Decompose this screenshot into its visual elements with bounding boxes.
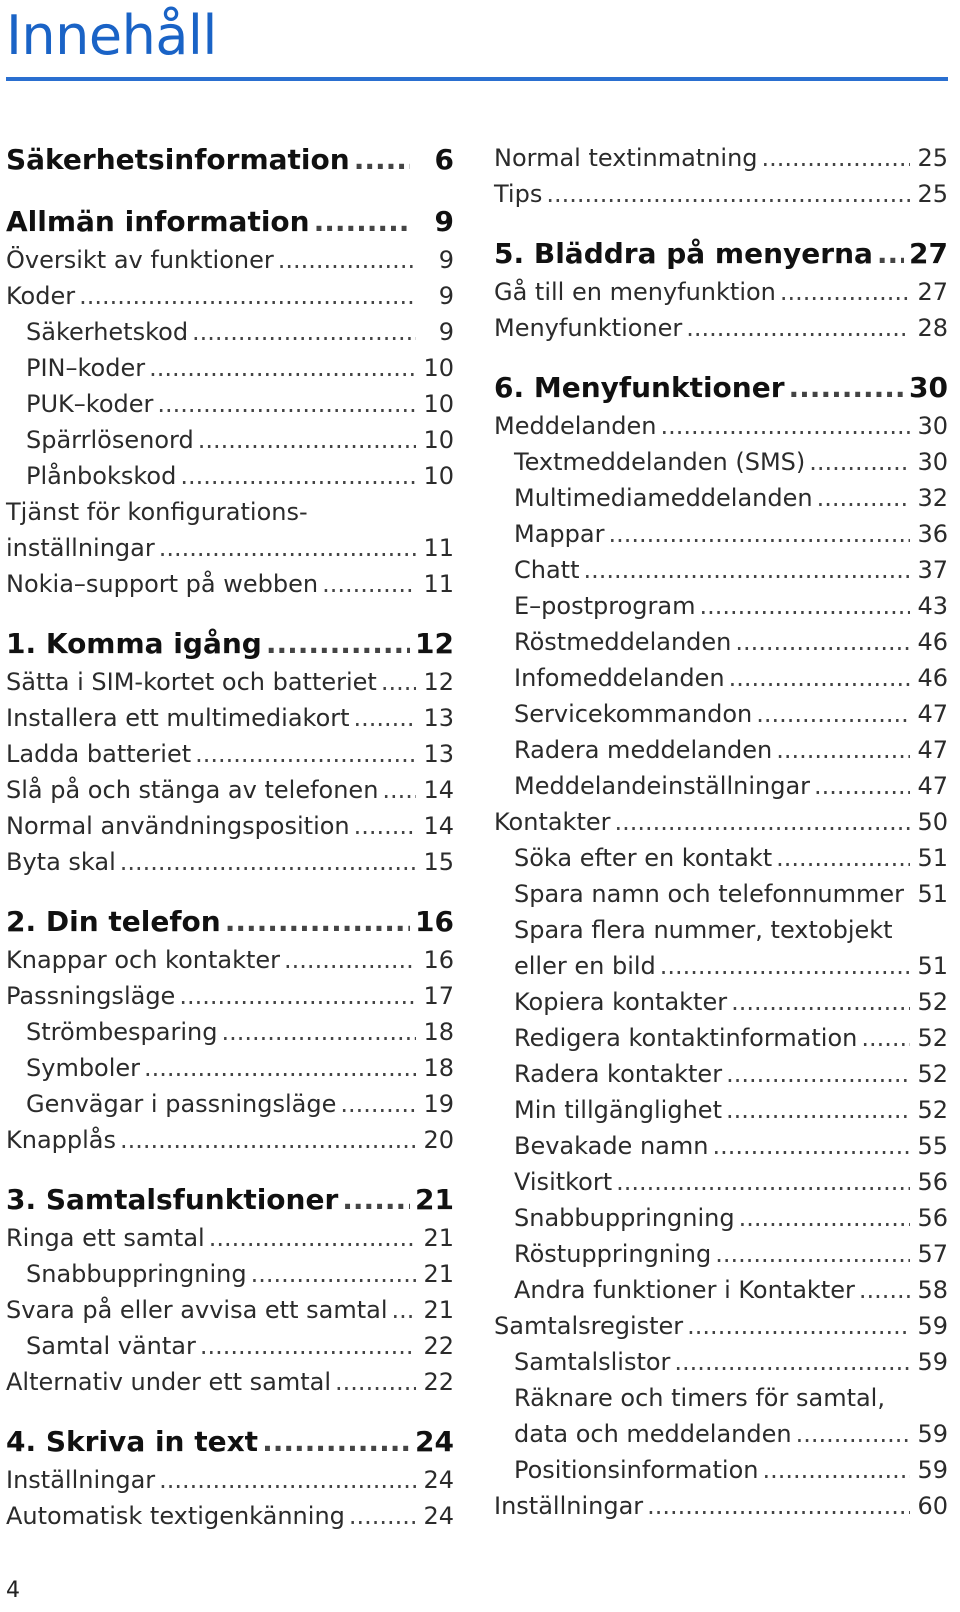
toc-entry-label: Säkerhetskod <box>26 318 189 346</box>
toc-entry-label: Textmeddelanden (SMS) <box>514 448 806 476</box>
toc-page-number: 36 <box>917 520 948 548</box>
toc-page-number: 15 <box>423 848 454 876</box>
dot-leader <box>687 1308 910 1344</box>
toc-entry-label: Snabbuppringning <box>26 1260 247 1288</box>
toc-page-number: 32 <box>917 484 948 512</box>
toc-entry-label: Röstmeddelanden <box>514 628 732 656</box>
dot-leader <box>349 1498 416 1534</box>
toc-entry[interactable] <box>494 876 948 912</box>
toc-entry[interactable] <box>494 660 948 696</box>
toc-page-number: 21 <box>415 1183 454 1216</box>
dot-leader <box>715 1236 910 1272</box>
toc-entry-label: Symboler <box>26 1054 141 1082</box>
dot-leader <box>381 664 416 700</box>
toc-chapter-entry[interactable] <box>6 202 454 242</box>
toc-page-number: 10 <box>423 426 454 454</box>
toc-page-number: 9 <box>438 318 454 346</box>
toc-entry[interactable] <box>494 984 948 1020</box>
toc-page-number: 11 <box>423 570 454 598</box>
dot-leader <box>661 408 910 444</box>
toc-page-number: 18 <box>423 1054 454 1082</box>
page-number: 4 <box>6 1578 20 1603</box>
toc-page-number: 59 <box>917 1348 948 1376</box>
toc-page-number: 58 <box>917 1276 948 1304</box>
toc-page-number: 20 <box>423 1126 454 1154</box>
toc-entry[interactable] <box>494 552 948 588</box>
toc-entry[interactable] <box>494 444 948 480</box>
toc-page-number: 12 <box>423 668 454 696</box>
toc-entry[interactable] <box>6 736 454 772</box>
toc-entry[interactable] <box>494 948 948 984</box>
toc-entry[interactable] <box>494 588 948 624</box>
toc-page-number: 27 <box>917 278 948 306</box>
toc-entry[interactable] <box>6 494 454 530</box>
toc-entry[interactable] <box>6 1220 454 1256</box>
toc-entry[interactable] <box>494 1488 948 1524</box>
toc-entry-label: Slå på och stänga av telefonen <box>6 776 379 804</box>
dot-leader <box>789 368 904 408</box>
toc-page-number: 47 <box>917 772 948 800</box>
dot-leader <box>120 844 416 880</box>
dot-leader <box>342 1180 410 1220</box>
dot-leader <box>335 1364 416 1400</box>
dot-leader <box>686 310 910 346</box>
toc-entry[interactable] <box>6 314 454 350</box>
toc-page-number: 30 <box>917 412 948 440</box>
toc-entry[interactable] <box>494 768 948 804</box>
toc-entry-label: Inställningar <box>6 1466 156 1494</box>
toc-entry-label: Min tillgänglighet <box>514 1096 722 1124</box>
dot-leader <box>780 274 910 310</box>
dot-leader <box>159 530 416 566</box>
toc-entry-label: Snabbuppringning <box>514 1204 735 1232</box>
toc-entry-label: PUK–koder <box>26 390 154 418</box>
toc-page-number: 6 <box>434 143 454 176</box>
toc-entry-label: Passningsläge <box>6 982 176 1010</box>
toc-entry[interactable] <box>6 1328 454 1364</box>
toc-entry-label: Meddelandeinställningar <box>514 772 811 800</box>
toc-page-number: 47 <box>917 700 948 728</box>
dot-leader <box>616 1164 910 1200</box>
toc-entry[interactable] <box>494 274 948 310</box>
toc-page-number: 21 <box>423 1224 454 1252</box>
toc-entry[interactable] <box>6 1050 454 1086</box>
dot-leader <box>584 552 911 588</box>
toc-page-number: 16 <box>423 946 454 974</box>
toc-entry[interactable] <box>494 624 948 660</box>
toc-entry-label: inställningar <box>6 534 155 562</box>
toc-entry-label: Menyfunktioner <box>494 314 683 342</box>
toc-entry[interactable] <box>494 1344 948 1380</box>
toc-entry[interactable] <box>6 844 454 880</box>
toc-entry-label: Radera kontakter <box>514 1060 723 1088</box>
toc-entry-label: Radera meddelanden <box>514 736 773 764</box>
toc-page-number: 51 <box>917 844 948 872</box>
toc-entry[interactable] <box>6 808 454 844</box>
toc-page-number: 12 <box>415 627 454 660</box>
dot-leader <box>284 942 416 978</box>
dot-leader <box>877 234 904 274</box>
toc-page-number: 21 <box>423 1260 454 1288</box>
toc-entry[interactable] <box>494 1236 948 1272</box>
toc-entry-label: Koder <box>6 282 76 310</box>
dot-leader <box>546 176 910 212</box>
toc-entry[interactable] <box>6 1498 454 1534</box>
dot-leader <box>814 768 910 804</box>
toc-entry-label: Knappar och kontakter <box>6 946 281 974</box>
toc-page-number: 22 <box>423 1332 454 1360</box>
toc-page-number: 47 <box>917 736 948 764</box>
toc-page-number: 30 <box>917 448 948 476</box>
toc-entry[interactable] <box>494 408 948 444</box>
dot-leader <box>144 1050 416 1086</box>
toc-entry-label: Plånbokskod <box>26 462 177 490</box>
dot-leader <box>278 242 416 278</box>
dot-leader <box>225 902 410 942</box>
toc-page-number: 25 <box>917 180 948 208</box>
toc-entry-label: 6. Menyfunktioner <box>494 371 785 404</box>
toc-entry[interactable] <box>6 1364 454 1400</box>
toc-entry-label: Multimediameddelanden <box>514 484 813 512</box>
dot-leader <box>392 1292 417 1328</box>
toc-chapter-entry[interactable] <box>6 902 454 942</box>
dot-leader <box>726 1092 910 1128</box>
toc-entry-label: Servicekommandon <box>514 700 753 728</box>
toc-page-number: 59 <box>917 1312 948 1340</box>
toc-chapter-entry[interactable] <box>494 368 948 408</box>
toc-entry-label: Samtalslistor <box>514 1348 671 1376</box>
toc-entry-label: 5. Bläddra på menyerna <box>494 237 873 270</box>
dot-leader <box>382 772 416 808</box>
toc-page-number: 59 <box>917 1420 948 1448</box>
dot-leader <box>726 1056 910 1092</box>
toc-page-number: 14 <box>423 812 454 840</box>
toc-entry[interactable] <box>494 1272 948 1308</box>
toc-chapter-entry[interactable] <box>6 1180 454 1220</box>
toc-entry-label: Infomeddelanden <box>514 664 725 692</box>
toc-page-number: 13 <box>423 704 454 732</box>
dot-leader <box>776 840 910 876</box>
toc-entry-label: Söka efter en kontakt <box>514 844 773 872</box>
toc-entry-label: Spärrlösenord <box>26 426 194 454</box>
page-title: Innehåll <box>6 4 217 67</box>
dot-leader <box>180 458 416 494</box>
toc-page-number: 57 <box>917 1240 948 1268</box>
toc-entry-label: 4. Skriva in text <box>6 1425 259 1458</box>
toc-entry-label: Normal användningsposition <box>6 812 350 840</box>
toc-page-number: 24 <box>415 1425 454 1458</box>
toc-entry-label: Genvägar i passningsläge <box>26 1090 337 1118</box>
toc-entry-label: Andra funktioner i Kontakter <box>514 1276 855 1304</box>
toc-page-number: 30 <box>909 371 948 404</box>
toc-entry[interactable] <box>494 1416 948 1452</box>
toc-page-number: 52 <box>917 1096 948 1124</box>
toc-entry-label: Allmän information <box>6 205 310 238</box>
toc-entry[interactable] <box>6 458 454 494</box>
toc-chapter-entry[interactable] <box>6 624 454 664</box>
toc-entry-label: Meddelanden <box>494 412 657 440</box>
toc-entry[interactable] <box>494 732 948 768</box>
toc-page-number: 52 <box>917 1060 948 1088</box>
toc-page-number: 18 <box>423 1018 454 1046</box>
toc-page-number: 10 <box>423 462 454 490</box>
toc-page-number: 14 <box>423 776 454 804</box>
toc-entry[interactable] <box>494 1020 948 1056</box>
toc-entry-label: 3. Samtalsfunktioner <box>6 1183 339 1216</box>
toc-page-number: 60 <box>917 1492 948 1520</box>
dot-leader <box>762 1452 910 1488</box>
dot-leader <box>729 660 910 696</box>
toc-entry-label: Ringa ett samtal <box>6 1224 205 1252</box>
toc-entry-label: 2. Din telefon <box>6 905 221 938</box>
toc-page-number: 22 <box>423 1368 454 1396</box>
dot-leader <box>120 1122 416 1158</box>
toc-entry-label: Sätta i SIM-kortet och batteriet <box>6 668 377 696</box>
toc-page-number: 59 <box>917 1456 948 1484</box>
toc-page-number: 37 <box>917 556 948 584</box>
toc-entry[interactable] <box>494 1308 948 1344</box>
toc-entry-label: Nokia–support på webben <box>6 570 319 598</box>
toc-entry-label: Ladda batteriet <box>6 740 192 768</box>
toc-entry-label: Automatisk textigenkänning <box>6 1502 345 1530</box>
dot-leader <box>195 736 416 772</box>
dot-leader <box>735 624 910 660</box>
toc-entry[interactable] <box>494 310 948 346</box>
toc-entry-label: Samtal väntar <box>26 1332 196 1360</box>
dot-leader <box>221 1014 416 1050</box>
toc-entry[interactable] <box>6 242 454 278</box>
dot-leader <box>762 140 910 176</box>
toc-page-number: 13 <box>423 740 454 768</box>
toc-entry[interactable] <box>6 1256 454 1292</box>
dot-leader <box>660 948 910 984</box>
toc-page-number: 46 <box>917 628 948 656</box>
toc-entry-label: E–postprogram <box>514 592 696 620</box>
toc-entry[interactable] <box>6 422 454 458</box>
toc-page-number: 9 <box>438 282 454 310</box>
toc-entry[interactable] <box>494 1200 948 1236</box>
toc-entry[interactable] <box>494 804 948 840</box>
dot-leader <box>861 1020 910 1056</box>
dot-leader <box>731 984 910 1020</box>
dot-leader <box>79 278 416 314</box>
toc-page-number: 51 <box>917 880 948 908</box>
toc-entry[interactable] <box>6 1014 454 1050</box>
toc-left-column <box>6 140 454 1534</box>
toc-page-number: 9 <box>438 246 454 274</box>
dot-leader <box>179 978 416 1014</box>
toc-entry[interactable] <box>494 516 948 552</box>
dot-leader <box>796 1416 910 1452</box>
toc-entry[interactable] <box>6 1292 454 1328</box>
toc-chapter-entry[interactable] <box>494 234 948 274</box>
toc-entry[interactable] <box>6 700 454 736</box>
toc-page-number: 24 <box>423 1466 454 1494</box>
dot-leader <box>322 566 416 602</box>
toc-entry[interactable] <box>6 1462 454 1498</box>
toc-entry-label: Bevakade namn <box>514 1132 709 1160</box>
toc-entry[interactable] <box>494 1056 948 1092</box>
toc-entry-label: Knapplås <box>6 1126 117 1154</box>
toc-page-number: 56 <box>917 1204 948 1232</box>
dot-leader <box>266 624 410 664</box>
toc-page-number: 11 <box>423 534 454 562</box>
dot-leader <box>674 1344 910 1380</box>
dot-leader <box>340 1086 416 1122</box>
toc-entry-label: Mappar <box>514 520 605 548</box>
dot-leader <box>647 1488 910 1524</box>
toc-right-column <box>494 140 948 1524</box>
toc-entry-label: data och meddelanden <box>514 1420 792 1448</box>
toc-entry-label: Alternativ under ett samtal <box>6 1368 332 1396</box>
dot-leader <box>200 1328 416 1364</box>
dot-leader <box>615 804 911 840</box>
toc-entry-label: Samtalsregister <box>494 1312 684 1340</box>
toc-page-number: 55 <box>917 1132 948 1160</box>
toc-entry-label: Kopiera kontakter <box>514 988 728 1016</box>
toc-entry-label: Byta skal <box>6 848 116 876</box>
toc-page-number: 10 <box>423 354 454 382</box>
toc-entry-label: Spara namn och telefonnummer <box>514 880 904 908</box>
title-divider <box>6 77 948 81</box>
dot-leader <box>859 1272 910 1308</box>
dot-leader <box>251 1256 416 1292</box>
toc-entry-label: Spara flera nummer, textobjekt <box>514 916 893 944</box>
toc-page-number: 46 <box>917 664 948 692</box>
toc-entry[interactable] <box>6 566 454 602</box>
toc-entry[interactable] <box>494 1452 948 1488</box>
toc-entry-label: Räknare och timers för samtal, <box>514 1384 885 1412</box>
toc-page-number: 27 <box>909 237 948 270</box>
dot-leader <box>198 422 416 458</box>
dot-leader <box>712 1128 910 1164</box>
dot-leader <box>192 314 416 350</box>
toc-entry-label: Röstuppringning <box>514 1240 712 1268</box>
dot-leader <box>699 588 910 624</box>
toc-page-number: 16 <box>415 905 454 938</box>
dot-leader <box>354 140 410 180</box>
dot-leader <box>817 480 910 516</box>
toc-entry[interactable] <box>6 772 454 808</box>
toc-entry[interactable] <box>494 176 948 212</box>
toc-entry-label: Tips <box>494 180 543 208</box>
toc-entry[interactable] <box>494 912 948 948</box>
toc-entry-label: eller en bild <box>514 952 656 980</box>
toc-entry-label: Redigera kontaktinformation <box>514 1024 858 1052</box>
toc-entry[interactable] <box>6 978 454 1014</box>
toc-entry[interactable] <box>494 1092 948 1128</box>
toc-entry[interactable] <box>494 1380 948 1416</box>
dot-leader <box>209 1220 416 1256</box>
toc-chapter-entry[interactable] <box>6 140 454 180</box>
toc-entry-label: Chatt <box>514 556 580 584</box>
toc-entry[interactable] <box>494 140 948 176</box>
dot-leader <box>159 1462 416 1498</box>
toc-entry-label: Installera ett multimediakort <box>6 704 350 732</box>
toc-entry[interactable] <box>6 1086 454 1122</box>
toc-page-number: 17 <box>423 982 454 1010</box>
toc-entry[interactable] <box>494 480 948 516</box>
toc-entry[interactable] <box>494 696 948 732</box>
toc-entry-label: Visitkort <box>514 1168 613 1196</box>
dot-leader <box>776 732 910 768</box>
toc-entry-label: Kontakter <box>494 808 611 836</box>
toc-page-number: 19 <box>423 1090 454 1118</box>
toc-entry-label: Tjänst för konfigurations- <box>6 498 308 526</box>
toc-page-number: 25 <box>917 144 948 172</box>
toc-entry[interactable] <box>6 664 454 700</box>
toc-page-number: 24 <box>423 1502 454 1530</box>
dot-leader <box>354 808 416 844</box>
dot-leader <box>608 516 910 552</box>
toc-entry-label: Normal textinmatning <box>494 144 758 172</box>
toc-page-number: 56 <box>917 1168 948 1196</box>
dot-leader <box>262 1422 410 1462</box>
toc-page-number: 52 <box>917 1024 948 1052</box>
toc-entry-label: Säkerhetsinformation <box>6 143 350 176</box>
toc-entry[interactable] <box>6 386 454 422</box>
toc-entry[interactable] <box>6 530 454 566</box>
toc-entry-label: Inställningar <box>494 1492 644 1520</box>
toc-entry[interactable] <box>6 1122 454 1158</box>
toc-page-number: 50 <box>917 808 948 836</box>
toc-entry-label: Gå till en menyfunktion <box>494 278 776 306</box>
toc-entry-label: Översikt av funktioner <box>6 246 274 274</box>
toc-page-number: 51 <box>917 952 948 980</box>
dot-leader <box>314 202 410 242</box>
toc-page-number: 9 <box>434 205 454 238</box>
toc-page-number: 21 <box>423 1296 454 1324</box>
toc-chapter-entry[interactable] <box>6 1422 454 1462</box>
toc-entry[interactable] <box>6 350 454 386</box>
toc-entry[interactable] <box>6 278 454 314</box>
toc-entry[interactable] <box>494 840 948 876</box>
toc-page-number: 52 <box>917 988 948 1016</box>
dot-leader <box>354 700 416 736</box>
dot-leader <box>739 1200 910 1236</box>
toc-entry-label: PIN–koder <box>26 354 146 382</box>
toc-entry-label: Strömbesparing <box>26 1018 218 1046</box>
toc-entry[interactable] <box>494 1164 948 1200</box>
toc-page-number: 43 <box>917 592 948 620</box>
toc-entry-label: Svara på eller avvisa ett samtal <box>6 1296 388 1324</box>
toc-entry[interactable] <box>494 1128 948 1164</box>
toc-entry-label: Positionsinformation <box>514 1456 759 1484</box>
toc-page-number: 10 <box>423 390 454 418</box>
toc-page-number: 28 <box>917 314 948 342</box>
toc-entry[interactable] <box>6 942 454 978</box>
dot-leader <box>149 350 416 386</box>
toc-entry-label: 1. Komma igång <box>6 627 262 660</box>
dot-leader <box>157 386 416 422</box>
dot-leader <box>809 444 910 480</box>
dot-leader <box>756 696 910 732</box>
